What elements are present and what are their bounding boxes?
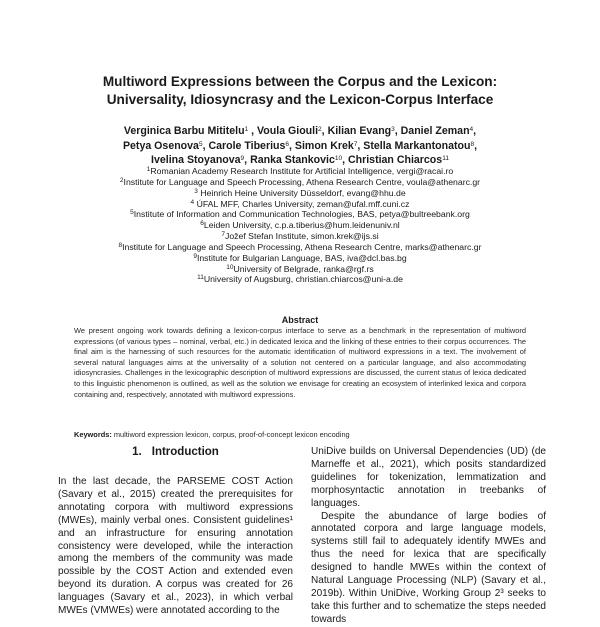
abstract-heading: Abstract [281,315,319,325]
affiliation: $^{10}$University of Belgrade, ranka@rgf.rs [226,263,374,274]
section-title: Introduction [151,446,219,458]
keywords-text: multiword expression lexicon, corpus, proof-of-concept lexicon encoding [113,430,350,439]
author: Simon Krek$^7$, [294,139,364,152]
abstract-body: We present ongoing work towards defining a lexicon-corpus interface to serve as a benchmark in the representation of multiword expressions (of various types – nominal, verbal, etc.) in dedicated lexica and the linking of these entries to their corpus occurrences. The final aim is the harnessing of such resources for the automatic identification of multiword expressions in a text. The involvement of several natural languages aims at the universality of a solution not centered on a particular language, and also accommodating idiosyncrasies. Challenges in the lexicographic description of multiword expressions are discussed, the current status of lexica dedicated to this linguistic phenomenon is outlined, as well as the solution we envisage for creating an ecosystem of interlinked lexica and corpora containing and, respectively, annotated with multiword expressions. [74,326,526,399]
author: Kilian Evang$^3$, [327,125,401,137]
author: Petya Osenova$^5$, [122,139,209,152]
paper-title-line-2: Universality, Idiosyncrasy and the Lexicon-Corpus Interface [106,92,494,107]
section-number: 1. [132,446,142,458]
affiliation: $^{11}$University of Augsburg, christian.chiarcos@uni-a.de [197,274,403,285]
author: Daniel Zeman$^4$, [400,125,477,137]
affiliation: $^5$Institute of Information and Communication Technologies, BAS, petya@bultreebank.org [130,209,470,220]
affiliation: $^3$ Heinrich Heine University Düsseldorf, evang@hhu.de [194,187,406,198]
left-column [58,446,293,618]
affiliation: $^7$Jožef Stefan Institute, simon.krek@ijs.si [221,231,379,242]
section-heading [58,446,293,458]
affiliation: $^9$Institute for Bulgarian Language, BAS, iva@dcl.bas.bg [193,252,407,263]
paper-title-line-1: Multiword Expressions between the Corpus and the Lexicon: [102,74,498,89]
affiliation: $^4$ ÚFAL MFF, Charles University, zeman@ufal.mff.cuni.cz [190,198,410,209]
body-paragraph: Despite the abundance of large bodies of annotated corpora and large language models, systems still fail to adequately identify MWEs and thus the need for lexica that are specifically designed to handle MWEs within the context of Natural Language Processing (NLP) (Savary et al., 2019b). Within UniDive, Working Group 2³ seeks to take this further and to schematize the steps needed towards [311,510,546,625]
body-paragraph: In the last decade, the PARSEME COST Action (Savary et al., 2015) created the prerequisites for annotating corpora with multiword expressions (MWEs), mainly verbal ones. Consistent guidelines¹ and an infrastructure for ensuring annotation consistency were developed, while the interaction among the members of the community was made possible by the COST Action and extended even beyond its duration. A corpus was created for 26 languages (Savary et al., 2023), in which verbal MWEs (VMWEs) were annotated according to the [58,476,293,617]
author: Voula Giouli$^2$, [257,125,328,137]
author: Carole Tiberius$^6$, [208,139,295,152]
author-list [70,124,530,168]
author: Ivelina Stoyanova$^9$, [151,154,251,166]
author: Stella Markantonatou$^8$, [363,139,478,152]
affiliation: $^1$Romanian Academy Research Institute for Artificial Intelligence, vergi@racai.ro [146,166,454,176]
affiliation: $^6$Leiden University, c.p.a.tiberius@hum.leidenuniv.nl [200,220,400,231]
author: Ranka Stankovic$^{10}$, [250,154,348,166]
keywords-label: Keywords: [74,430,112,439]
affiliation-list [60,166,540,285]
author: Christian Chiarcos$^{11}$ [347,154,449,166]
body-paragraph: UniDive builds on Universal Dependencies (UD) (de Marneffe et al., 2021), which posits standardized guidelines for tokenization, lemmatization and morphosyntactic annotation in treebanks of languages. [311,446,546,509]
keywords [74,430,526,440]
paper-title [60,73,540,109]
affiliation: $^8$Institute for Language and Speech Processing, Athena Research Centre, marks@athenarc.gr [118,241,482,252]
author: Verginica Barbu Mititelu$^1$ , [123,125,258,137]
affiliation: $^2$Institute for Language and Speech Processing, Athena Research Centre, voula@athenarc.gr [119,176,481,187]
